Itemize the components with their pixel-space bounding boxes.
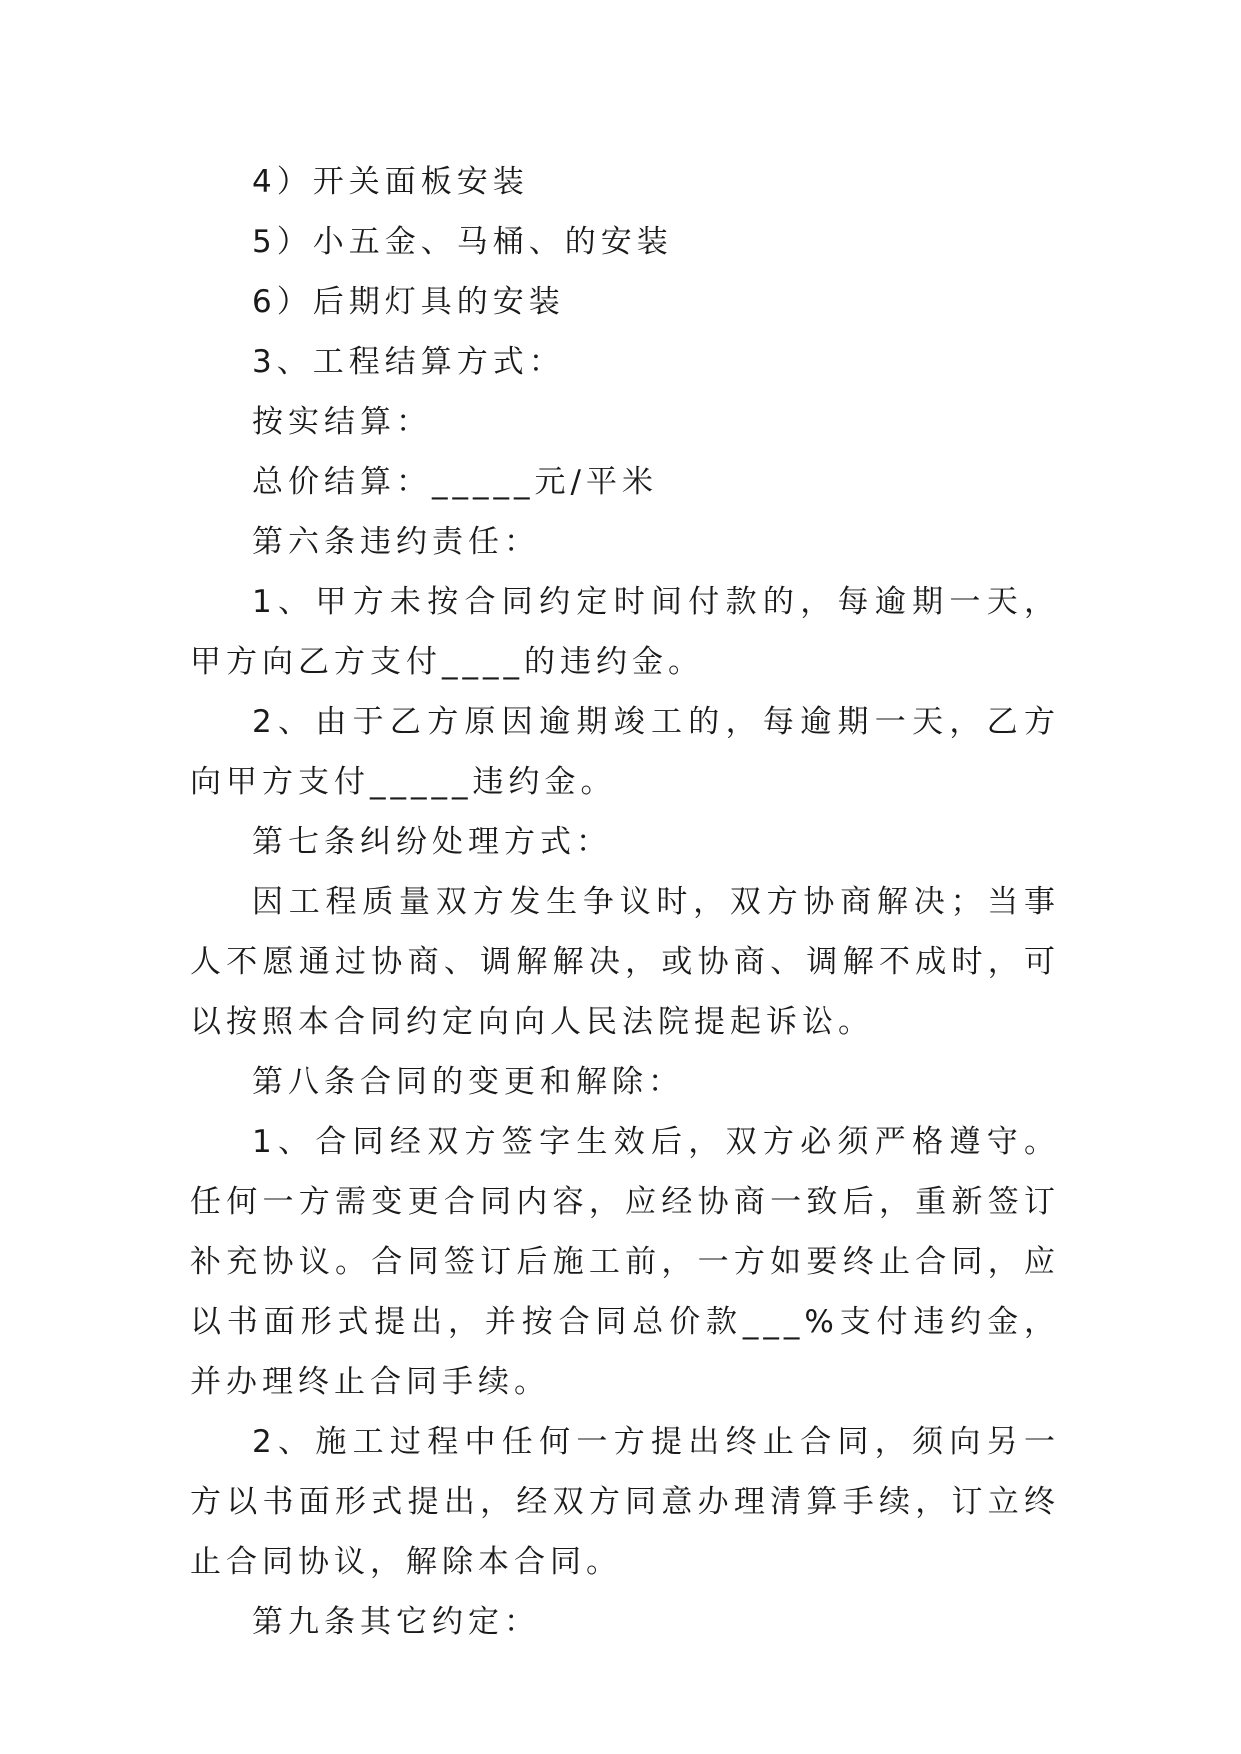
article-nine-heading: 第九条其它约定： — [252, 1604, 540, 1640]
article-eight-clause-2: 2、施工过程中任何一方提出终止合同，须向另一方以书面形式提出，经双方同意办理清算手续，订立终止合同协议，解除本合同。 — [190, 1424, 1060, 1580]
list-item-hardware-toilet: 5）小五金、马桶、的安装 — [252, 224, 673, 260]
article-six-clause-2: 2、由于乙方原因逾期竣工的，每逾期一天，乙方向甲方支付_____违约金。 — [190, 704, 1060, 800]
settlement-total-price: 总价结算：_____元/平米 — [252, 464, 658, 500]
settlement-method-heading: 3、工程结算方式： — [252, 344, 565, 380]
settlement-actual: 按实结算： — [252, 404, 432, 440]
article-seven-body: 因工程质量双方发生争议时，双方协商解决；当事人不愿通过协商、调解解决，或协商、调解不成时，可以按照本合同约定向向人民法院提起诉讼。 — [190, 884, 1060, 1040]
article-eight-heading: 第八条合同的变更和解除： — [252, 1064, 684, 1100]
list-item-switch-panel: 4）开关面板安装 — [252, 164, 529, 200]
list-item-lighting: 6）后期灯具的安装 — [252, 284, 565, 320]
article-six-clause-1: 1、甲方未按合同约定时间付款的，每逾期一天，甲方向乙方支付____的违约金。 — [190, 584, 1060, 680]
article-six-heading: 第六条违约责任： — [252, 524, 540, 560]
article-eight-clause-1: 1、合同经双方签字生效后，双方必须严格遵守。任何一方需变更合同内容，应经协商一致后，重新签订补充协议。合同签订后施工前，一方如要终止合同，应以书面形式提出，并按合同总价款___%支付违约金，并办理终止合同手续。 — [190, 1124, 1060, 1400]
document-body — [190, 152, 1060, 1652]
article-seven-heading: 第七条纠纷处理方式： — [252, 824, 612, 860]
